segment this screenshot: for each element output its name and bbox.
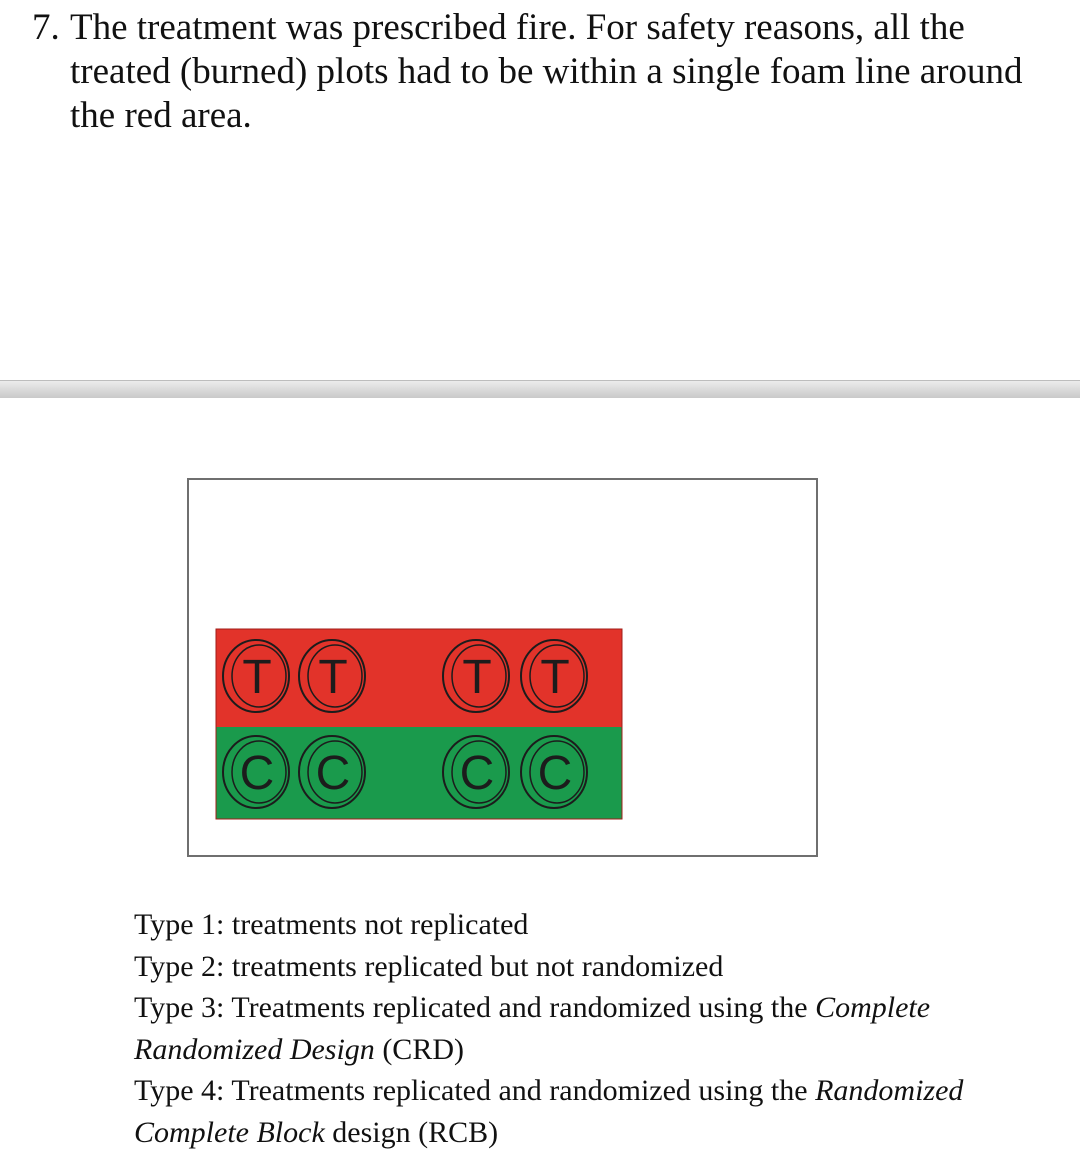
treated-plot-label-2: T [318,651,348,704]
control-plot-label-4: C [537,747,573,800]
type-3-text: Type 3: Treatments replicated and randomized using the Complete [134,991,931,1024]
type-4-text-continued: Complete Block design (RCB) [134,1115,499,1149]
treated-plot-label-1: T [242,651,272,704]
type-3-text-continued: Randomized Design (CRD) [134,1032,464,1066]
question-line-3: the red area. [70,95,252,136]
treated-plot-label-4: T [540,651,570,704]
design-types-list [134,904,1054,1153]
plot-layout-figure [187,478,818,857]
question-text [32,6,1078,138]
type-2-text: Type 2: treatments replicated but not randomized [134,949,724,983]
control-plot-label-1: C [239,747,275,800]
type-1-text: Type 1: treatments not replicated [134,908,529,941]
control-plot-label-2: C [315,747,351,800]
question-number: 7. [32,7,60,48]
plot-layout-diagram [189,480,816,855]
section-divider [0,380,1080,398]
treated-plot-label-3: T [462,651,492,704]
type-4-text: Type 4: Treatments replicated and randomized using the Randomized [134,1074,964,1107]
question-line-1: 7. The treatment was prescribed fire. For safety reasons, all the [32,7,965,48]
control-plot-label-3: C [459,747,495,800]
question-line-2: treated (burned) plots had to be within a single foam line around [70,51,1023,92]
